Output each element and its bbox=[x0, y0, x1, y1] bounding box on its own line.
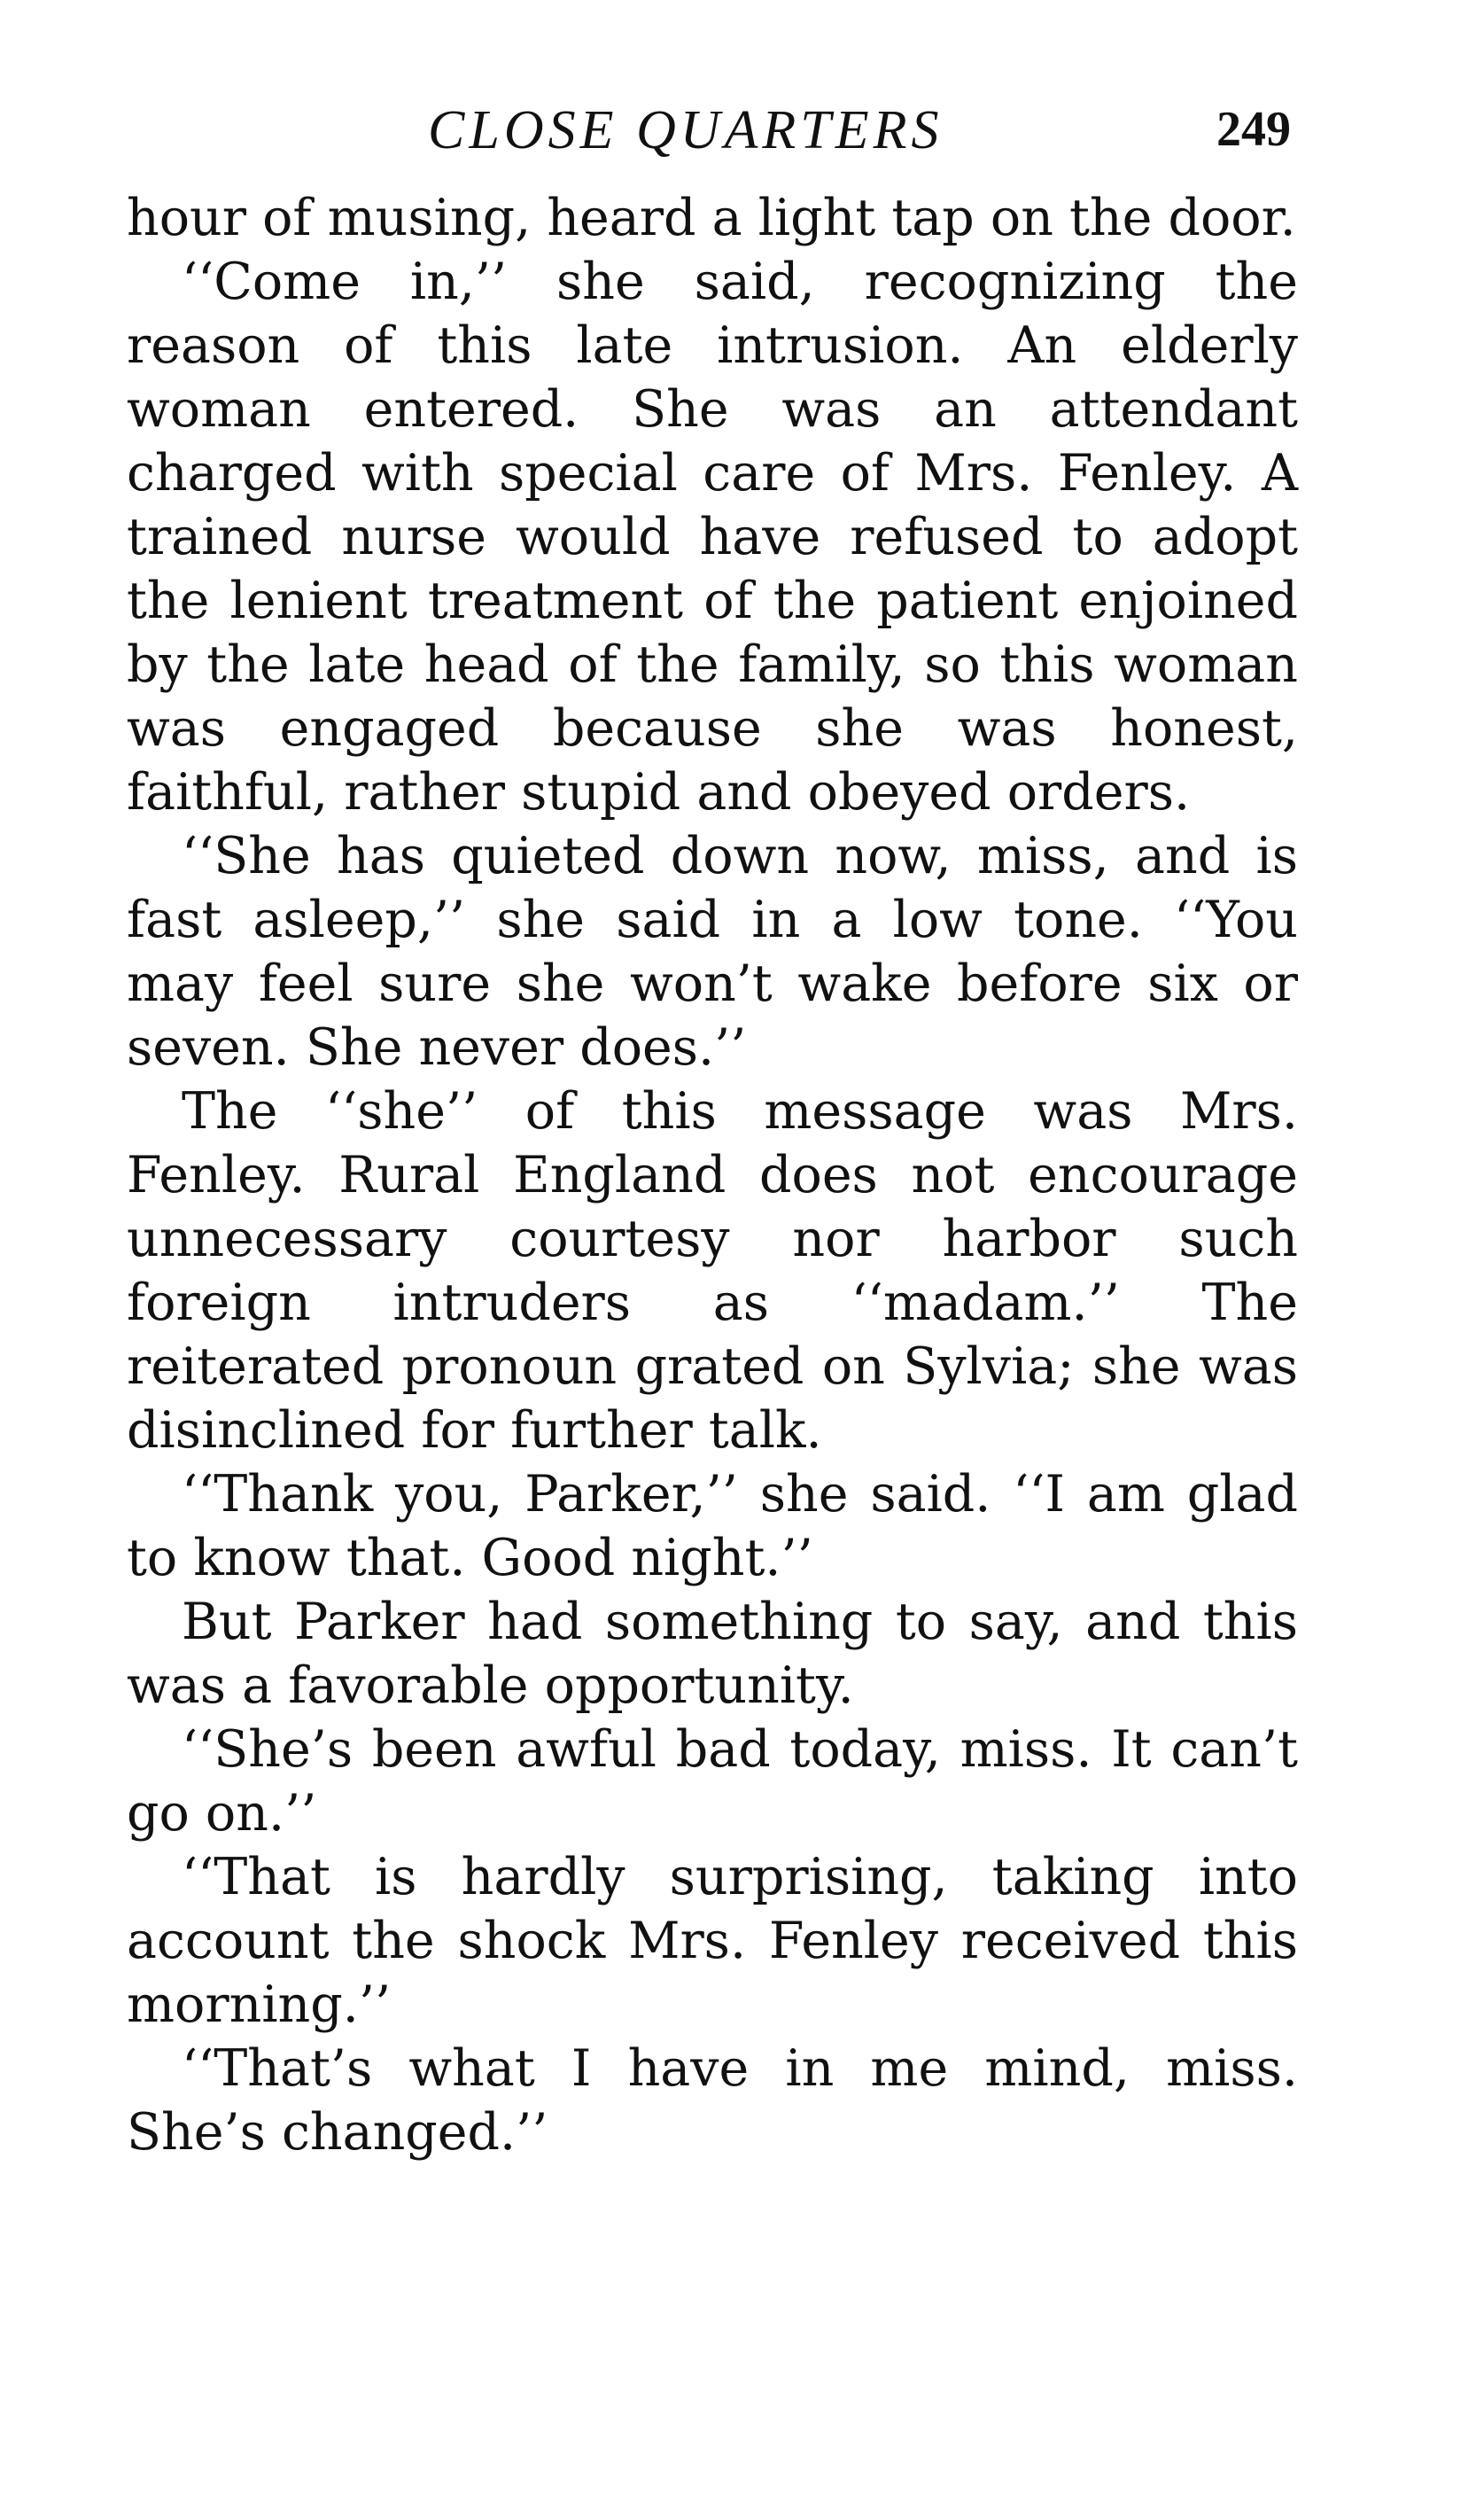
paragraph-quieted-down: ‘‘She has quieted down now, miss, and is fast asleep,’’ she said in a low tone. ‘‘You may feel sure she won’t wake before six or seven. She never does.’’ bbox=[127, 827, 1298, 1077]
paragraph-but-parker: But Parker had something to say, and this was a favorable opportunity. bbox=[127, 1593, 1298, 1715]
page-number: 249 bbox=[1216, 102, 1291, 157]
paragraph-thank-you: ‘‘Thank you, Parker,’’ she said. ‘‘I am glad to know that. Good night.’’ bbox=[127, 1465, 1298, 1587]
body-text bbox=[127, 186, 1298, 2164]
paragraph-hardly-surprising: ‘‘That is hardly surprising, taking into account the shock Mrs. Fenley received this morning.’’ bbox=[127, 1848, 1298, 2034]
paragraph-continuation: hour of musing, heard a light tap on the door. bbox=[127, 189, 1296, 247]
paragraph-the-she: The ‘‘she’’ of this message was Mrs. Fenley. Rural England does not encourage unnecessary courtesy nor harbor such foreign intruders as ‘‘madam.’’ The reiterated pronoun grated on Sylvia; she was disinclined for further talk. bbox=[127, 1082, 1298, 1460]
paragraph-awful-bad: ‘‘She’s been awful bad today, miss. It can’t go on.’’ bbox=[127, 1720, 1298, 1843]
running-head bbox=[127, 96, 1298, 170]
running-title: CLOSE QUARTERS bbox=[428, 100, 944, 160]
book-page bbox=[127, 96, 1298, 2164]
paragraph-come-in: ‘‘Come in,’’ she said, recognizing the reason of this late intrusion. An elderly woman entered. She was an attendant charged with special care of Mrs. Fenley. A trained nurse would have refused to adopt the lenient treatment of the patient enjoined by the late head of the family, so this woman was engaged because she was honest, faithful, rather stupid and obeyed orders. bbox=[127, 253, 1298, 822]
paragraph-in-me-mind: ‘‘That’s what I have in me mind, miss. She’s changed.’’ bbox=[127, 2039, 1298, 2162]
